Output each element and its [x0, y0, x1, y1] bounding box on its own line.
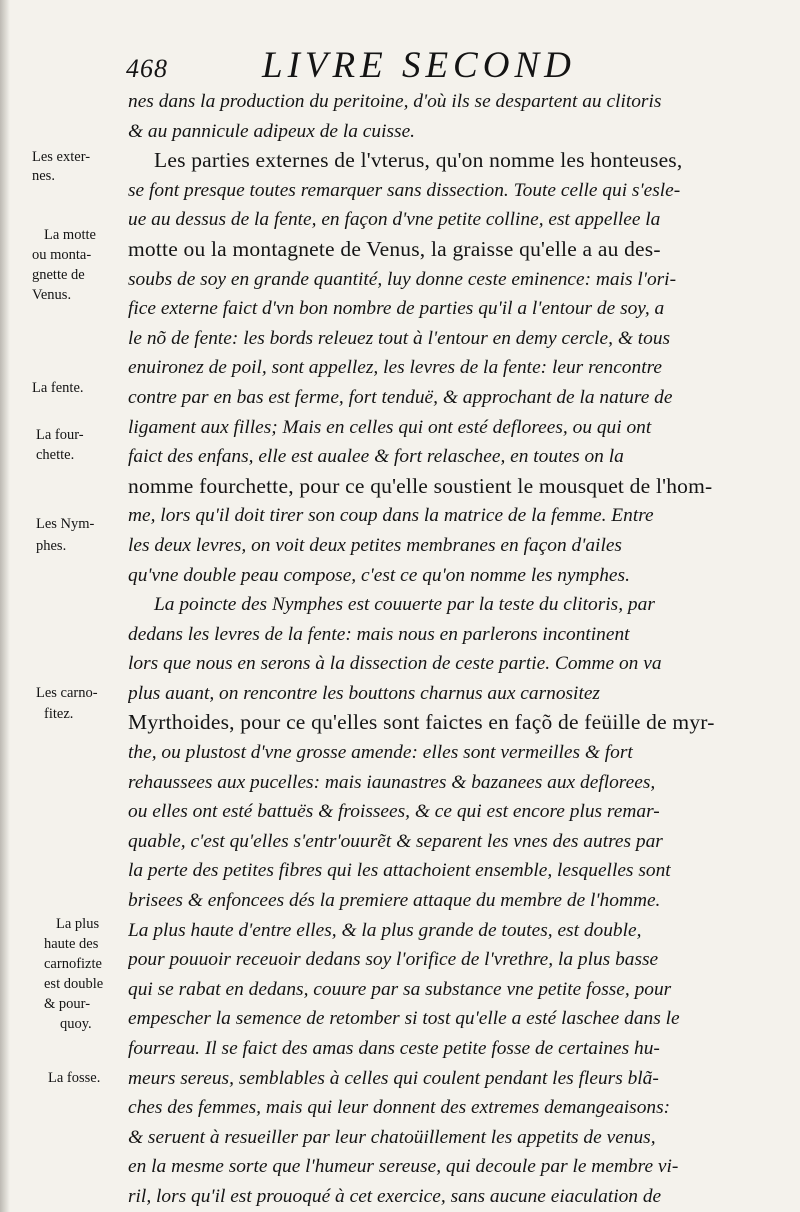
- text-line: lors que nous en serons à la dissection de ceste partie. Comme on va: [128, 653, 662, 675]
- text-line: pour pouuoir receuoir dedans soy l'orifice de l'vrethre, la plus basse: [128, 949, 659, 971]
- text-line: La poincte des Nymphes est couuerte par la teste du clitoris, par: [154, 594, 655, 616]
- text-line: motte ou la montagnete de Venus, la graisse qu'elle a au des-: [128, 236, 661, 261]
- text-line: nomme fourchette, pour ce qu'elle soustient le mousquet de l'hom-: [128, 473, 713, 498]
- text-line: rehaussees aux pucelles: mais iaunastres & bazanees aux deflorees,: [128, 771, 656, 793]
- margin-note: La motte: [44, 227, 96, 243]
- margin-note: La fosse.: [48, 1070, 101, 1086]
- margin-note: phes.: [36, 538, 67, 554]
- text-line: quable, c'est qu'elles s'entr'ouurẽt & separent les vnes des autres par: [128, 830, 663, 852]
- margin-note: La plus: [56, 916, 100, 932]
- margin-note: haute des: [44, 936, 99, 952]
- text-line: nes dans la production du peritoine, d'où ils se despartent au clitoris: [128, 91, 662, 112]
- text-line: les deux levres, on voit deux petites membranes en façon d'ailes: [128, 534, 622, 556]
- text-line: dedans les levres de la fente: mais nous en parlerons incontinent: [128, 623, 630, 645]
- margin-note: La four-: [36, 427, 84, 443]
- text-line: La plus haute d'entre elles, & la plus grande de toutes, est double,: [128, 919, 642, 941]
- text-line: qui se rabat en dedans, couure par sa substance vne petite fosse, pour: [128, 978, 672, 1000]
- margin-note: est double: [44, 976, 104, 992]
- text-line: the, ou plustost d'vne grosse amende: elles sont vermeilles & fort: [128, 742, 633, 764]
- text-line: enuironez de poil, sont appellez, les levres de la fente: leur rencontre: [128, 357, 663, 379]
- margin-note: Les carno-: [36, 685, 98, 701]
- text-line: le nõ de fente: les bords releuez tout à l'entour en demy cercle, & tous: [128, 327, 671, 349]
- margin-note: Les exter-: [32, 149, 91, 165]
- text-line: se font presque toutes remarquer sans dissection. Toute celle qui s'esle-: [128, 179, 681, 201]
- text-line: contre par en bas est ferme, fort tenduë, & approchant de la nature de: [128, 386, 673, 408]
- margin-note: La fente.: [32, 380, 84, 396]
- text-line: & au pannicule adipeux de la cuisse.: [128, 120, 416, 142]
- text-line: en la mesme sorte que l'humeur sereuse, qui decoule par le membre vi-: [128, 1156, 679, 1178]
- text-line: qu'vne double peau compose, c'est ce qu'on nomme les nymphes.: [128, 564, 630, 586]
- text-line: Les parties externes de l'vterus, qu'on nomme les honteuses,: [154, 148, 683, 173]
- margin-note: quoy.: [60, 1016, 92, 1032]
- margin-note: & pour-: [44, 996, 91, 1012]
- body-text: [128, 87, 764, 1212]
- text-line: faict des enfans, elle est aualee & fort relaschee, en toutes on la: [128, 446, 624, 468]
- text-line: brisees & enfoncees dés la premiere attaque du membre de l'homme.: [128, 890, 661, 912]
- text-line: ligament aux filles; Mais en celles qui ont esté deflorees, ou qui ont: [128, 416, 652, 438]
- text-line: ue au dessus de la fente, en façon d'vne petite colline, est appellee la: [128, 209, 661, 231]
- text-line: ril, lors qu'il est prouoqué à cet exercice, sans aucune eiaculation de: [128, 1185, 662, 1207]
- text-line: ou elles ont esté battuës & froissees, & ce qui est encore plus remar-: [128, 801, 660, 823]
- margin-note: Venus.: [32, 287, 72, 303]
- text-line: meurs sereus, semblables à celles qui coulent pendant les fleurs blã-: [128, 1067, 659, 1089]
- text-line: ches des femmes, mais qui leur donnent des extremes demangeaisons:: [128, 1097, 671, 1119]
- text-line: la perte des petites fibres qui les attachoient ensemble, lesquelles sont: [128, 860, 671, 882]
- margin-note: carnofizte: [44, 956, 102, 972]
- text-line: & seruent à resueiller par leur chatoüillement les appetits de venus,: [128, 1126, 656, 1148]
- text-line: empescher la semence de retomber si tost qu'elle a esté laschee dans le: [128, 1008, 680, 1030]
- margin-note: nes.: [32, 168, 55, 184]
- running-head: LIVRE SECOND: [262, 45, 576, 86]
- margin-note: gnette de: [32, 267, 85, 283]
- text-line: fice externe faict d'vn bon nombre de parties qu'il a l'entour de soy, a: [128, 298, 665, 320]
- gutter-shadow: [0, 0, 10, 1212]
- margin-note: chette.: [36, 447, 75, 463]
- text-line: Myrthoides, pour ce qu'elles sont faictes en façõ de feüille de myr-: [128, 710, 715, 735]
- margin-note: ou monta-: [32, 247, 92, 263]
- text-line: me, lors qu'il doit tirer son coup dans la matrice de la femme. Entre: [128, 505, 654, 527]
- margin-note: fitez.: [44, 706, 74, 722]
- text-line: soubs de soy en grande quantité, luy donne ceste eminence: mais l'ori-: [128, 268, 677, 290]
- text-line: fourreau. Il se faict des amas dans ceste petite fosse de certaines hu-: [128, 1038, 660, 1059]
- margin-note: Les Nym-: [36, 516, 95, 532]
- page-number: 468: [126, 54, 168, 83]
- text-line: plus auant, on rencontre les bouttons charnus aux carnositez: [128, 682, 600, 704]
